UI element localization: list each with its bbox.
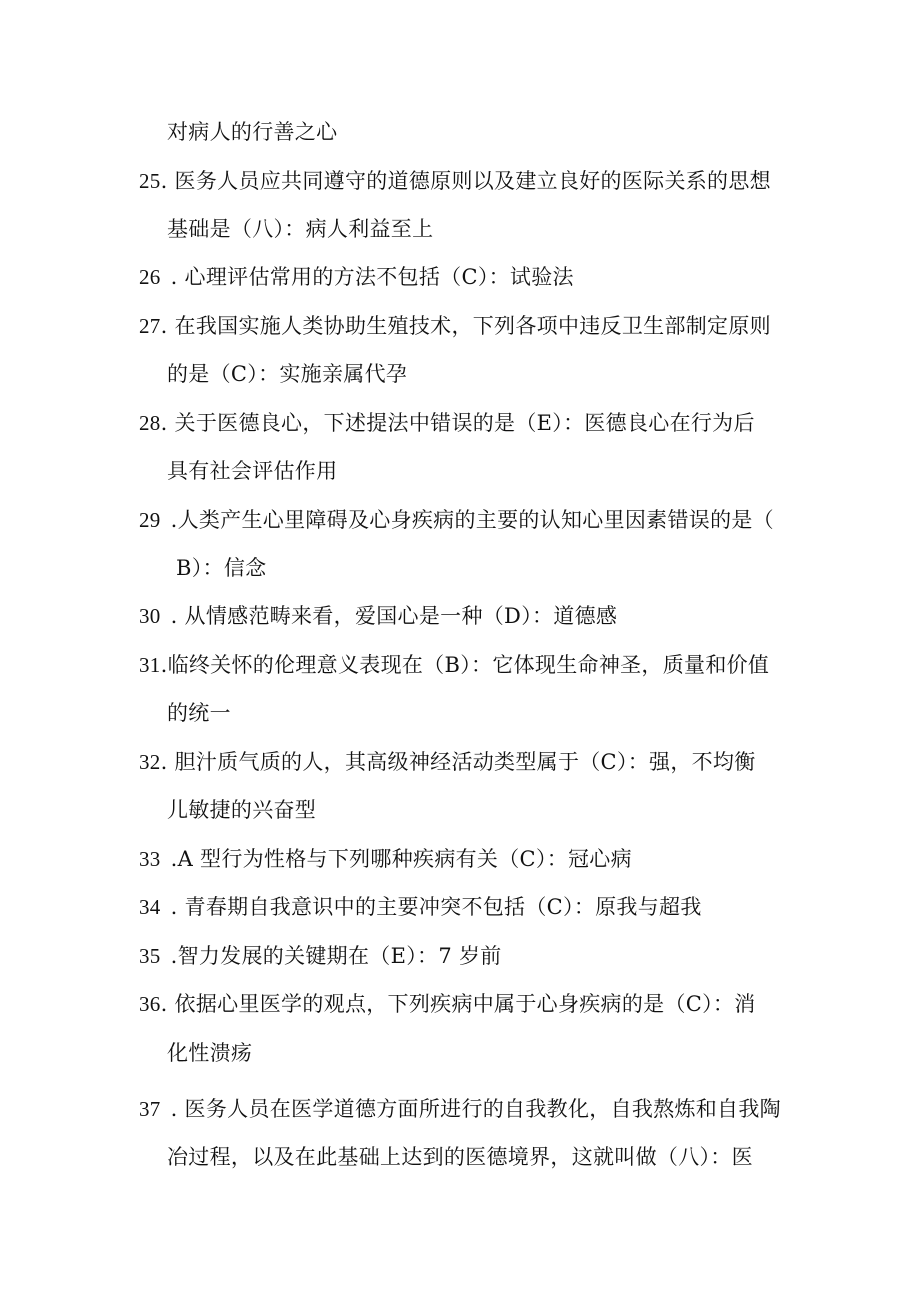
question-33 — [139, 844, 632, 874]
question-text: . 青春期自我意识中的主要冲突不包括（C）：原我与超我 — [170, 895, 702, 919]
question-25-continued — [167, 214, 433, 244]
question-text: . 在我国实施人类协助生殖技术，下列各项中违反卫生部制定原则 — [160, 314, 771, 338]
question-text: . 胆汁质气质的人，其高级神经活动类型属于（C）：强，不均衡 — [160, 750, 756, 774]
question-35 — [139, 941, 502, 971]
question-number: 29 — [139, 508, 161, 532]
question-number: 26 — [139, 265, 161, 289]
line-text: 对病人的行善之心 — [167, 120, 338, 144]
question-27 — [139, 311, 771, 341]
question-text: . 依据心里医学的观点，下列疾病中属于心身疾病的是（C）：消 — [160, 992, 756, 1016]
line-text: 冶过程，以及在此基础上达到的医德境界，这就叫做（八）：医 — [167, 1145, 753, 1169]
question-number: 31 — [139, 653, 161, 677]
question-number: 35 — [139, 944, 161, 968]
question-number: 27 — [139, 314, 161, 338]
question-text: . 关于医德良心，下述提法中错误的是（E）：医德良心在行为后 — [160, 411, 755, 435]
line-text: 儿敏捷的兴奋型 — [167, 798, 317, 822]
question-text: . 心理评估常用的方法不包括（C）：试验法 — [170, 265, 574, 289]
question-text: .智力发展的关键期在（E）：7 岁前 — [170, 944, 502, 968]
question-37 — [139, 1094, 781, 1124]
question-number: 33 — [139, 847, 161, 871]
question-27-continued — [167, 359, 407, 389]
question-number: 36 — [139, 992, 161, 1016]
line-text: 化性溃疡 — [167, 1041, 253, 1065]
question-number: 32 — [139, 750, 161, 774]
question-31-continued — [167, 698, 231, 728]
question-32-continued — [167, 795, 316, 825]
question-31 — [139, 650, 769, 680]
question-34 — [139, 892, 702, 922]
question-text: .临终关怀的伦理意义表现在（B）：它体现生命神圣，质量和价值 — [160, 653, 770, 677]
question-36-continued — [167, 1038, 252, 1068]
question-text: . 从情感范畴来看，爱国心是一种（D）：道德感 — [170, 604, 618, 628]
question-number: 37 — [139, 1097, 161, 1121]
line-text: 具有社会评估作用 — [167, 459, 338, 483]
question-text: .A 型行为性格与下列哪种疾病有关（C）：冠心病 — [170, 847, 632, 871]
line-text: 的是（C）：实施亲属代孕 — [167, 362, 408, 386]
line-text: B）：信念 — [176, 556, 267, 580]
question-number: 28 — [139, 411, 161, 435]
question-29-continued — [176, 553, 266, 583]
question-28 — [139, 408, 755, 438]
question-number: 30 — [139, 604, 161, 628]
question-25 — [139, 166, 771, 196]
text-line-1 — [167, 117, 337, 147]
question-text: . 医务人员应共同遵守的道德原则以及建立良好的医际关系的思想 — [160, 169, 771, 193]
question-29 — [139, 505, 774, 535]
line-text: 的统一 — [167, 701, 231, 725]
question-number: 25 — [139, 169, 161, 193]
question-text: .人类产生心里障碍及心身疾病的主要的认知心里因素错误的是（ — [170, 508, 774, 532]
question-28-continued — [167, 456, 337, 486]
question-37-continued — [167, 1142, 753, 1172]
question-number: 34 — [139, 895, 161, 919]
question-30 — [139, 601, 617, 631]
question-36 — [139, 989, 756, 1019]
question-32 — [139, 747, 756, 777]
question-26 — [139, 262, 574, 292]
question-text: . 医务人员在医学道德方面所进行的自我教化，自我熬炼和自我陶 — [170, 1097, 781, 1121]
line-text: 基础是（八）：病人利益至上 — [167, 217, 434, 241]
